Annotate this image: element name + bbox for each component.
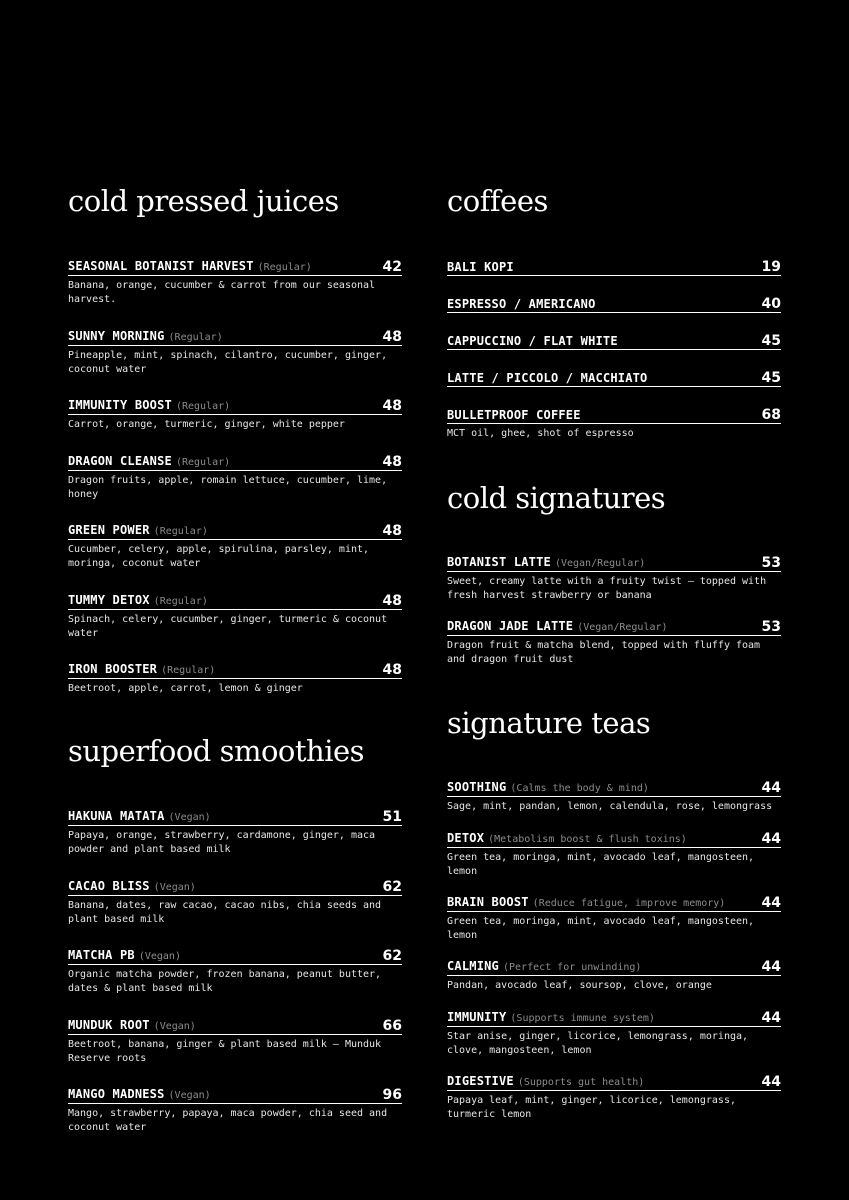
menu-item-tag: (Vegan): [153, 882, 196, 893]
menu-item-description: Dragon fruit & matcha blend, topped with fluffy foam and dragon fruit dust: [447, 640, 761, 665]
menu-item-header: [447, 1011, 781, 1027]
menu-item-header: [68, 330, 402, 346]
menu-item-tag: (Supports gut health): [517, 1077, 645, 1088]
menu-item-description: Carrot, orange, turmeric, ginger, white pepper: [68, 419, 345, 430]
menu-item-tag: (Regular): [175, 401, 231, 412]
menu-item-header: [447, 408, 781, 424]
menu-item: [447, 896, 781, 942]
menu-item-name: DIGESTIVE: [447, 1074, 514, 1088]
menu-item: [447, 832, 781, 878]
menu-item-title: [68, 877, 196, 895]
menu-item-header: [68, 260, 402, 276]
menu-item-price: 68: [761, 407, 781, 423]
menu-item-description: MCT oil, ghee, shot of espresso: [447, 428, 634, 439]
menu-item-price: 45: [761, 333, 781, 349]
menu-item-price: 66: [382, 1018, 402, 1034]
menu-item-title: [447, 553, 645, 571]
menu-item-name: CALMING: [447, 959, 499, 973]
menu-item-name: MUNDUK ROOT: [68, 1018, 150, 1032]
menu-item-name: TUMMY DETOX: [68, 593, 150, 607]
menu-item-title: [68, 807, 211, 825]
menu-item-title: [68, 327, 223, 345]
menu-item-title: [447, 778, 649, 796]
menu-item: [68, 524, 402, 570]
menu-item-name: MANGO MADNESS: [68, 1087, 165, 1101]
menu-item-header: [68, 455, 402, 471]
menu-item-tag: (Reduce fatigue, improve memory): [532, 898, 726, 909]
menu-item: [68, 330, 402, 376]
menu-item: [447, 1011, 781, 1057]
menu-item-tag: (Metabolism boost & flush toxins): [488, 834, 687, 845]
menu-item-tag: (Vegan): [168, 1090, 211, 1101]
menu-item-tag: (Vegan): [168, 812, 211, 823]
menu-item-name: SEASONAL BOTANIST HARVEST: [68, 259, 254, 273]
menu-item-title: [447, 295, 596, 312]
menu-item-price: 19: [761, 259, 781, 275]
menu-item-name: GREEN POWER: [68, 523, 150, 537]
menu-item-name: HAKUNA MATATA: [68, 809, 165, 823]
menu-item-tag: (Regular): [168, 332, 223, 343]
menu-item-tag: (Regular): [153, 596, 208, 607]
menu-item: [68, 663, 402, 696]
menu-item-title: [68, 1085, 211, 1103]
menu-item-title: [68, 452, 230, 470]
menu-item-header: [68, 524, 402, 540]
menu-item-title: [447, 1008, 655, 1026]
section-title-cold-signatures: cold signatures: [447, 481, 666, 515]
menu-item: [447, 297, 781, 313]
menu-item-description: Sage, mint, pandan, lemon, calendula, rose, lemongrass: [447, 801, 773, 812]
menu-item-tag: (Regular): [161, 665, 216, 676]
menu-item-price: 44: [761, 959, 781, 975]
menu-item: [68, 399, 402, 432]
menu-item-name: BALI KOPI: [447, 260, 514, 274]
menu-item-header: [68, 399, 402, 415]
menu-item-description: Green tea, moringa, mint, avocado leaf, mangosteen, lemon: [447, 852, 755, 877]
menu-item: [447, 260, 781, 276]
section-title-smoothies: superfood smoothies: [68, 734, 365, 768]
menu-item-name: IMMUNITY BOOST: [68, 398, 172, 412]
menu-item-name: LATTE / PICCOLO / MACCHIATO: [447, 371, 648, 385]
menu-item-header: [68, 1088, 402, 1104]
menu-item-name: DRAGON JADE LATTE: [447, 619, 574, 633]
menu-item-title: [68, 946, 181, 964]
menu-item-price: 96: [382, 1087, 402, 1103]
menu-item-title: [447, 829, 687, 847]
menu-item-header: [447, 960, 781, 976]
menu-item-price: 48: [382, 523, 402, 539]
menu-item-description: Pineapple, mint, spinach, cilantro, cucumber, ginger, coconut water: [68, 350, 388, 375]
menu-item-description: Green tea, moringa, mint, avocado leaf, mangosteen, lemon: [447, 916, 755, 941]
menu-item: [68, 455, 402, 501]
menu-item-name: IMMUNITY: [447, 1010, 507, 1024]
menu-item-title: [447, 332, 618, 349]
menu-item-description: Organic matcha powder, frozen banana, peanut butter, dates & plant based milk: [68, 969, 382, 994]
menu-item-title: [447, 258, 514, 275]
menu-item: [68, 810, 402, 856]
menu-item-description: Papaya leaf, mint, ginger, licorice, lemongrass, turmeric lemon: [447, 1095, 736, 1120]
menu-item-header: [68, 810, 402, 826]
menu-item: [447, 960, 781, 993]
menu-item-tag: (Vegan/Regular): [577, 622, 668, 633]
menu-item: [447, 334, 781, 350]
menu-item-name: BULLETPROOF COFFEE: [447, 408, 581, 422]
menu-item-price: 48: [382, 329, 402, 345]
menu-item-description: Banana, orange, cucumber & carrot from our seasonal harvest.: [68, 280, 376, 305]
menu-item-name: BOTANIST LATTE: [447, 555, 551, 569]
menu-item-name: CAPPUCCINO / FLAT WHITE: [447, 334, 618, 348]
menu-item: [68, 260, 402, 306]
menu-item: [447, 408, 781, 441]
menu-item-price: 62: [382, 948, 402, 964]
menu-item-price: 44: [761, 895, 781, 911]
menu-item-price: 42: [382, 259, 402, 275]
menu-item-title: [447, 957, 641, 975]
menu-item-tag: (Perfect for unwinding): [502, 962, 642, 973]
menu-item: [68, 880, 402, 926]
menu-item-description: Pandan, avocado leaf, soursop, clove, orange: [447, 980, 712, 991]
menu-item-title: [447, 1072, 644, 1090]
menu-item-price: 48: [382, 662, 402, 678]
menu-item-description: Cucumber, celery, apple, spirulina, parsley, mint, moringa, coconut water: [68, 544, 370, 569]
menu-item-title: [68, 1016, 196, 1034]
menu-item-description: Mango, strawberry, papaya, maca powder, chia seed and coconut water: [68, 1108, 388, 1133]
menu-item-title: [68, 591, 208, 609]
menu-item-name: SOOTHING: [447, 780, 507, 794]
menu-item: [447, 556, 781, 602]
menu-item-tag: (Regular): [153, 526, 208, 537]
menu-item-header: [68, 949, 402, 965]
menu-item-name: SUNNY MORNING: [68, 329, 165, 343]
menu-item: [447, 781, 781, 814]
menu-item-description: Sweet, creamy latte with a fruity twist — topped with fresh harvest strawberry or banana: [447, 576, 767, 601]
menu-item-header: [68, 594, 402, 610]
menu-item-price: 62: [382, 879, 402, 895]
menu-item-title: [447, 406, 581, 423]
menu-item-title: [447, 617, 668, 635]
menu-item-name: DETOX: [447, 831, 485, 845]
menu-item: [68, 949, 402, 995]
menu-item-description: Beetroot, apple, carrot, lemon & ginger: [68, 683, 303, 694]
menu-item-price: 44: [761, 780, 781, 796]
menu-item-price: 45: [761, 370, 781, 386]
menu-item-header: [447, 781, 781, 797]
menu-item-tag: (Regular): [257, 262, 312, 273]
menu-item-description: Spinach, celery, cucumber, ginger, turmeric & coconut water: [68, 614, 388, 639]
menu-item-tag: (Calms the body & mind): [510, 783, 649, 794]
menu-item-description: Banana, dates, raw cacao, cacao nibs, chia seeds and plant based milk: [68, 900, 382, 925]
menu-item-header: [447, 1075, 781, 1091]
section-title-juices: cold pressed juices: [68, 184, 339, 218]
menu-item-price: 53: [761, 619, 781, 635]
menu-item-title: [68, 521, 208, 539]
menu-item-header: [68, 880, 402, 896]
menu-item-name: IRON BOOSTER: [68, 662, 158, 676]
menu-item-title: [68, 396, 230, 414]
menu-item-tag: (Vegan): [153, 1021, 196, 1032]
menu-item-description: Beetroot, banana, ginger & plant based milk — Munduk Reserve roots: [68, 1039, 382, 1064]
menu-item-description: Papaya, orange, strawberry, cardamone, ginger, maca powder and plant based milk: [68, 830, 376, 855]
menu-item: [447, 620, 781, 666]
menu-item-tag: (Vegan/Regular): [554, 558, 646, 569]
menu-item-title: [447, 893, 725, 911]
menu-item-header: [447, 620, 781, 636]
menu-item-price: 48: [382, 593, 402, 609]
menu-item-description: Star anise, ginger, licorice, lemongrass, moringa, clove, mangosteen, lemon: [447, 1031, 749, 1056]
menu-item-header: [447, 260, 781, 276]
section-title-teas: signature teas: [447, 706, 651, 740]
menu-item-price: 44: [761, 1074, 781, 1090]
menu-item-name: CACAO BLISS: [68, 879, 150, 893]
menu-item-name: DRAGON CLEANSE: [68, 454, 172, 468]
menu-item-price: 53: [761, 555, 781, 571]
menu-item-title: [447, 369, 647, 386]
menu-item-header: [447, 896, 781, 912]
menu-item: [447, 1075, 781, 1121]
menu-item-header: [68, 663, 402, 679]
menu-item-tag: (Vegan): [138, 951, 181, 962]
menu-item-name: MATCHA PB: [68, 948, 135, 962]
menu-item-header: [447, 334, 781, 350]
menu-item-header: [447, 556, 781, 572]
menu-item-header: [68, 1019, 402, 1035]
menu-item-price: 51: [382, 809, 402, 825]
menu-item-name: BRAIN BOOST: [447, 895, 529, 909]
menu-item-header: [447, 371, 781, 387]
menu-item: [68, 1088, 402, 1134]
menu-item: [68, 1019, 402, 1065]
menu-item-tag: (Supports immune system): [510, 1013, 655, 1024]
menu-item-title: [68, 257, 312, 275]
menu-item: [447, 371, 781, 387]
section-title-coffees: coffees: [447, 184, 548, 218]
menu-item-price: 48: [382, 398, 402, 414]
menu-item-header: [447, 832, 781, 848]
menu-item-tag: (Regular): [175, 457, 231, 468]
menu-item-price: 44: [761, 1010, 781, 1026]
menu-item-price: 44: [761, 831, 781, 847]
menu-item-price: 48: [382, 454, 402, 470]
menu-item: [68, 594, 402, 640]
menu-item-title: [68, 660, 215, 678]
menu-item-price: 40: [761, 296, 781, 312]
menu-item-header: [447, 297, 781, 313]
menu-item-description: Dragon fruits, apple, romain lettuce, cucumber, lime, honey: [68, 475, 388, 500]
menu-item-name: ESPRESSO / AMERICANO: [447, 297, 596, 311]
